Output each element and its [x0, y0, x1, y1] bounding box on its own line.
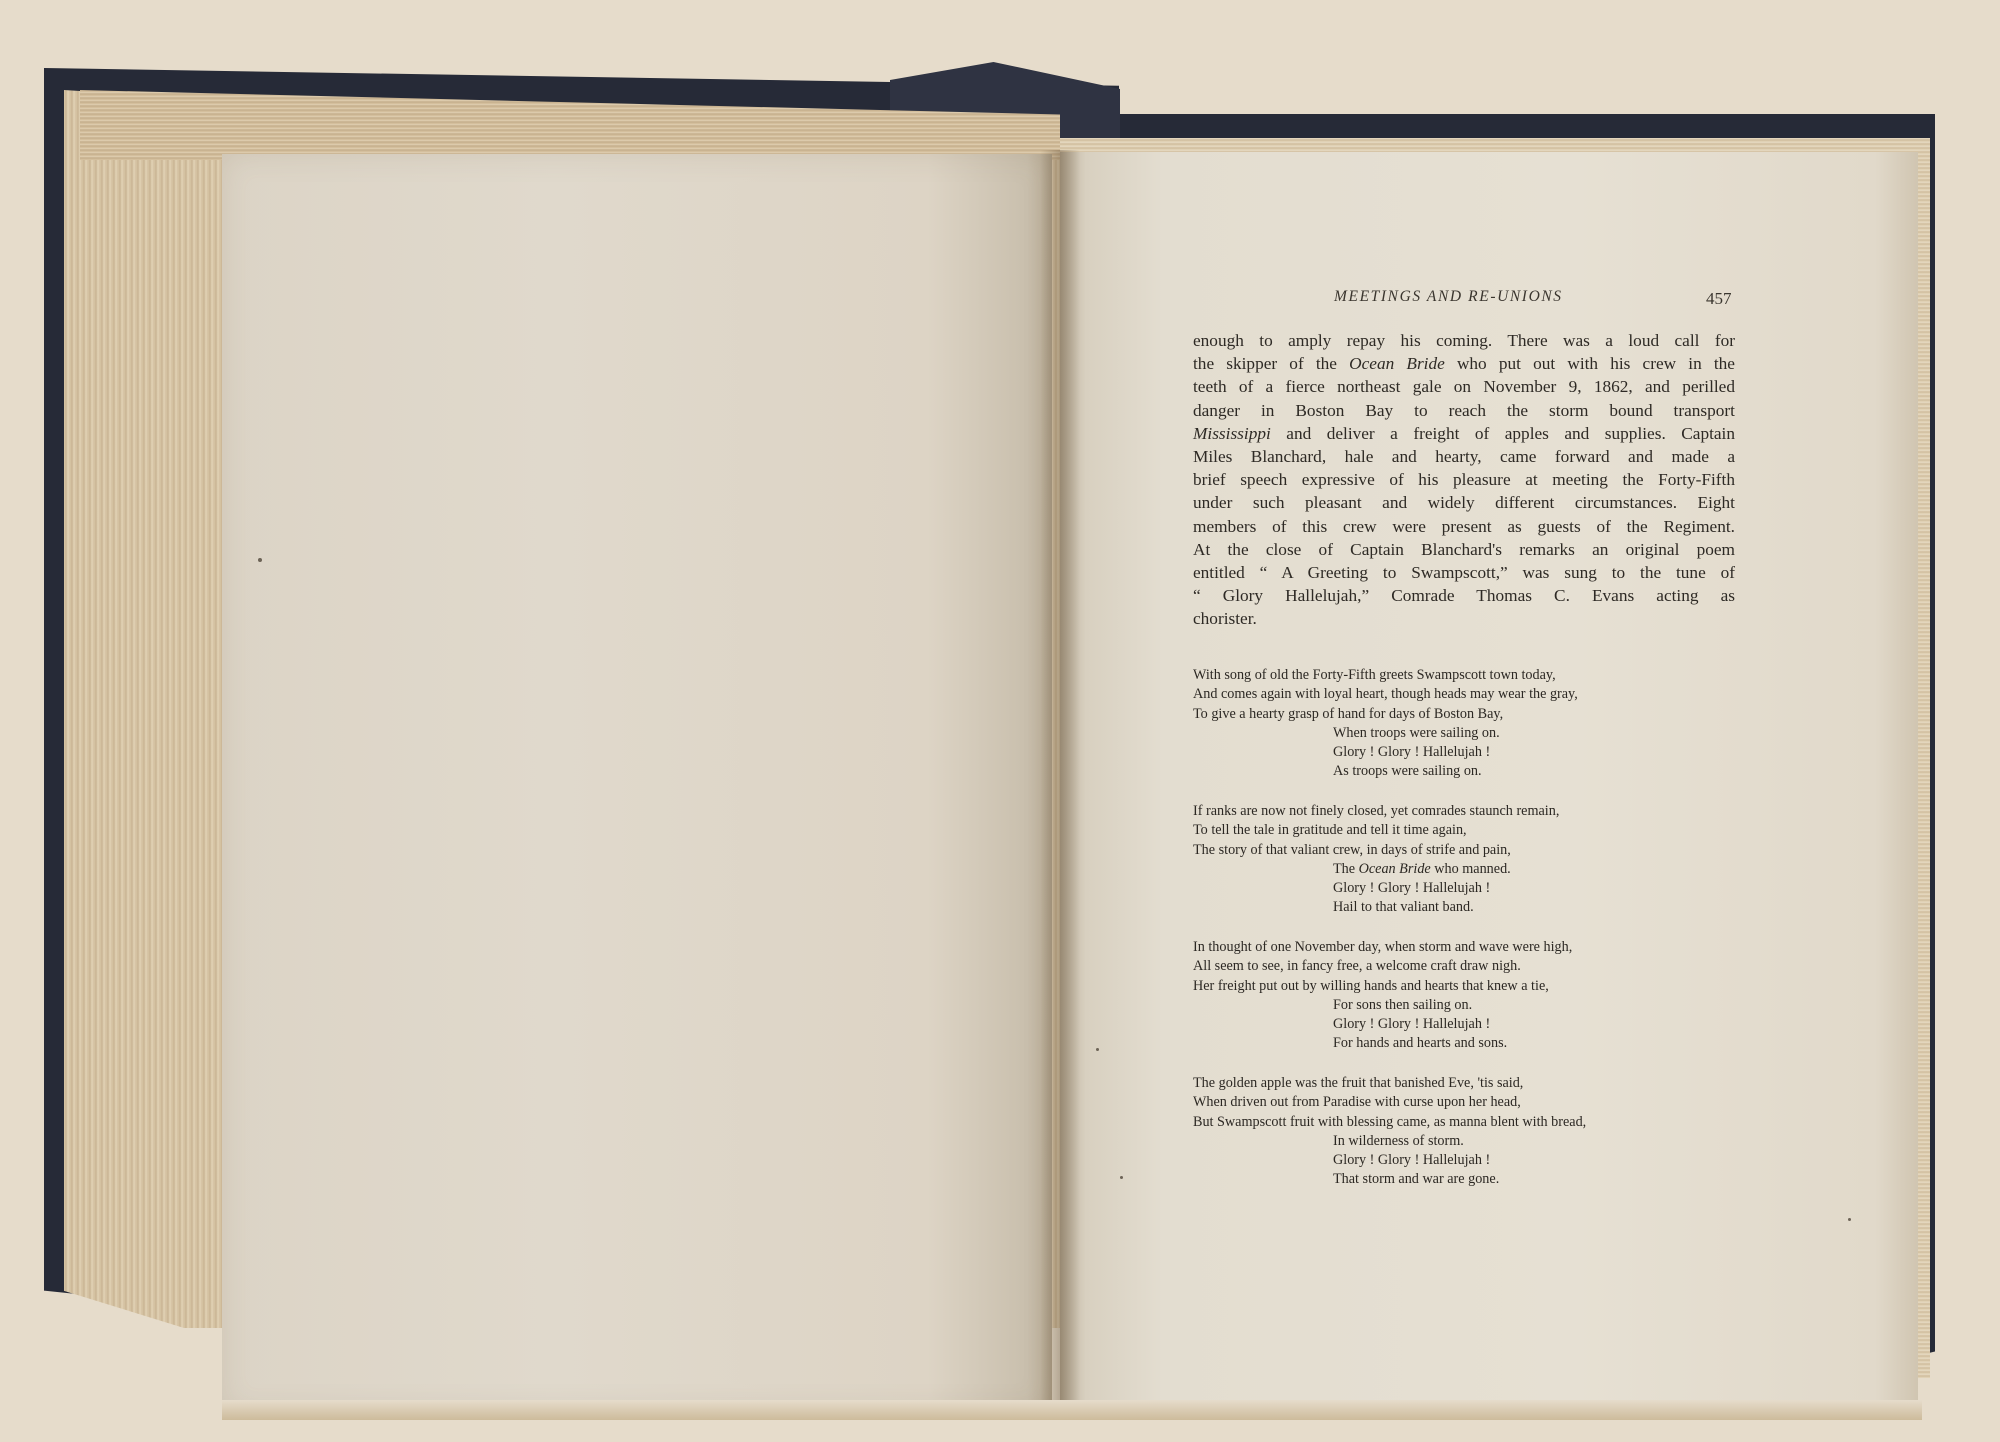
poem-line: If ranks are now not finely closed, yet comrades staunch remain, — [1193, 803, 1560, 819]
paper-speck — [1120, 1176, 1123, 1179]
poem-line: In thought of one November day, when storm and wave were high, — [1193, 939, 1573, 955]
prose-line: entitled “ A Greeting to Swampscott,” was sung to the tune of — [1193, 563, 1735, 583]
poem-refrain-line: Glory ! Glory ! Hallelujah ! — [1333, 1152, 1491, 1169]
poem-line: But Swampscott fruit with blessing came, as manna blent with bread, — [1193, 1113, 1587, 1130]
poem-stanza-3 — [1193, 938, 1753, 1054]
page-number: 457 — [1706, 289, 1732, 308]
prose-line: Mississippi and deliver a freight of apples and supplies. Captain — [1193, 423, 1735, 443]
poem-stanza-1 — [1193, 666, 1753, 782]
poem-stanza-4 — [1193, 1074, 1753, 1190]
paper-speck — [1848, 1218, 1851, 1221]
page-bottom-edge — [222, 1400, 1922, 1420]
poem-line: The golden apple was the fruit that banished Eve, 'tis said, — [1193, 1075, 1524, 1091]
poem-refrain-line: Hail to that valiant band. — [1333, 899, 1474, 916]
prose-line: brief speech expressive of his pleasure at meeting the Forty-Fifth — [1193, 470, 1735, 490]
poem-refrain-line: For hands and hearts and sons. — [1333, 1035, 1508, 1052]
poem-refrain-line: As troops were sailing on. — [1333, 763, 1482, 780]
poem-line: To give a hearty grasp of hand for days of Boston Bay, — [1193, 705, 1504, 722]
paper-speck — [258, 558, 262, 562]
left-page-blank — [222, 154, 1052, 1412]
prose-paragraph — [1193, 329, 1735, 631]
prose-line: members of this crew were present as guests of the Regiment. — [1193, 516, 1735, 536]
poem-stanza-2 — [1193, 802, 1753, 918]
italic-title: Ocean Bride — [1358, 860, 1431, 877]
poem-refrain-line: For sons then sailing on. — [1333, 996, 1473, 1013]
poem-line: And comes again with loyal heart, though heads may wear the gray, — [1193, 686, 1578, 703]
paper-speck — [1096, 1048, 1099, 1051]
prose-line: enough to amply repay his coming. There was a loud call for — [1193, 331, 1735, 350]
prose-line: teeth of a fierce northeast gale on November 9, 1862, and perilled — [1193, 377, 1735, 397]
prose-line: “ Glory Hallelujah,” Comrade Thomas C. Evans acting as — [1193, 586, 1735, 606]
running-head: MEETINGS AND RE-UNIONS — [1334, 288, 1563, 305]
poem-refrain-line: When troops were sailing on. — [1333, 724, 1500, 741]
poem-refrain-line: In wilderness of storm. — [1333, 1132, 1464, 1149]
italic-title: Ocean Bride — [1349, 354, 1445, 374]
prose-line: the skipper of the Ocean Bride who put out with his crew in the — [1193, 354, 1735, 374]
poem-refrain-line: The Ocean Bride who manned. — [1333, 860, 1511, 877]
poem-line: With song of old the Forty-Fifth greets Swampscott town today, — [1193, 667, 1556, 683]
poem-refrain-line: Glory ! Glory ! Hallelujah ! — [1333, 1016, 1491, 1033]
poem-refrain-line: That storm and war are gone. — [1333, 1171, 1500, 1188]
poem-line: To tell the tale in gratitude and tell it time again, — [1193, 822, 1467, 839]
prose-line: At the close of Captain Blanchard's remarks an original poem — [1193, 539, 1735, 559]
poem-line: The story of that valiant crew, in days of strife and pain, — [1193, 841, 1511, 858]
italic-title: Mississippi — [1193, 423, 1271, 443]
prose-line: Miles Blanchard, hale and hearty, came forward and made a — [1193, 447, 1735, 467]
prose-line: danger in Boston Bay to reach the storm bound transport — [1193, 400, 1735, 420]
poem-line: All seem to see, in fancy free, a welcome craft draw nigh. — [1193, 958, 1521, 975]
poem-refrain-line: Glory ! Glory ! Hallelujah ! — [1333, 744, 1491, 761]
poem-refrain-line: Glory ! Glory ! Hallelujah ! — [1333, 880, 1491, 897]
prose-line: chorister. — [1193, 609, 1257, 629]
page-gutter — [1040, 150, 1080, 1412]
poem-line: Her freight put out by willing hands and hearts that knew a tie, — [1193, 977, 1549, 994]
prose-line: under such pleasant and widely different circumstances. Eight — [1193, 493, 1735, 513]
poem-line: When driven out from Paradise with curse upon her head, — [1193, 1094, 1521, 1111]
